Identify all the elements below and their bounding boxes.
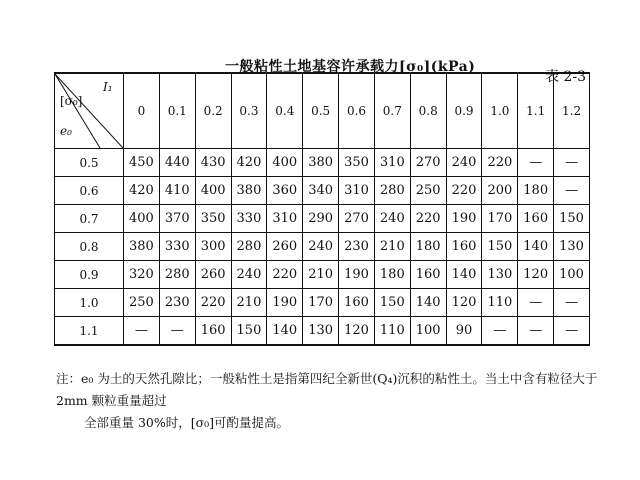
table-cell: 150 xyxy=(482,233,518,261)
table-cell: 350 xyxy=(339,149,375,177)
table-cell: 330 xyxy=(159,233,195,261)
table-cell: 130 xyxy=(554,233,590,261)
table-cell: 190 xyxy=(267,289,303,317)
header-row xyxy=(55,73,590,149)
row-label-e0: 0.5 xyxy=(55,149,124,177)
column-header: 0.7 xyxy=(374,73,410,149)
table-cell: 230 xyxy=(159,289,195,317)
table-cell: 200 xyxy=(482,177,518,205)
table-cell: 370 xyxy=(159,205,195,233)
table-cell: 450 xyxy=(124,149,160,177)
table-cell: — xyxy=(482,317,518,346)
table-cell: 220 xyxy=(482,149,518,177)
table-row xyxy=(55,177,590,205)
table-cell: 240 xyxy=(303,233,339,261)
table-cell: 220 xyxy=(410,205,446,233)
table-cell: 330 xyxy=(231,205,267,233)
table-row xyxy=(55,149,590,177)
table-cell: 170 xyxy=(482,205,518,233)
table-row xyxy=(55,205,590,233)
table-cell: 400 xyxy=(267,149,303,177)
table-cell: — xyxy=(554,177,590,205)
table-cell: 160 xyxy=(446,233,482,261)
table-cell: 380 xyxy=(303,149,339,177)
table-cell: 310 xyxy=(267,205,303,233)
column-header: 0.3 xyxy=(231,73,267,149)
table-cell: 250 xyxy=(124,289,160,317)
corner-il-label: I₁ xyxy=(103,80,113,94)
table-cell: 210 xyxy=(231,289,267,317)
table-number: 表 2-3 xyxy=(545,69,586,85)
table-cell: 240 xyxy=(446,149,482,177)
table-cell: 110 xyxy=(482,289,518,317)
table-cell: 130 xyxy=(303,317,339,346)
table-cell: — xyxy=(518,149,554,177)
corner-sigma-label: [σ₀] xyxy=(60,94,83,108)
row-label-e0: 1.1 xyxy=(55,317,124,346)
table-cell: 120 xyxy=(339,317,375,346)
table-cell: 220 xyxy=(446,177,482,205)
table-cell: 430 xyxy=(195,149,231,177)
table-cell: 280 xyxy=(231,233,267,261)
table-cell: 380 xyxy=(231,177,267,205)
column-header: 0.4 xyxy=(267,73,303,149)
table-cell: 180 xyxy=(410,233,446,261)
column-header: 1.0 xyxy=(482,73,518,149)
table-cell: 180 xyxy=(518,177,554,205)
column-header: 1.1 xyxy=(518,73,554,149)
table-cell: 120 xyxy=(446,289,482,317)
corner-cell xyxy=(55,73,124,149)
row-label-e0: 1.0 xyxy=(55,289,124,317)
table-cell: 260 xyxy=(195,261,231,289)
column-header: 0.9 xyxy=(446,73,482,149)
table-body xyxy=(55,149,590,346)
table-cell: 140 xyxy=(267,317,303,346)
table-cell: 170 xyxy=(303,289,339,317)
table-cell: 240 xyxy=(374,205,410,233)
table-cell: 340 xyxy=(303,177,339,205)
row-label-e0: 0.6 xyxy=(55,177,124,205)
note-line-1: 注：e₀ 为土的天然孔隙比；一般粘性土是指第四纪全新世(Q₄)沉积的粘性土。当土中含有粒径大于 2mm 颗粒重量超过 xyxy=(56,371,598,408)
table-cell: 90 xyxy=(446,317,482,346)
table-note xyxy=(56,368,616,434)
table-cell: 260 xyxy=(267,233,303,261)
table-cell: 160 xyxy=(518,205,554,233)
table-cell: 100 xyxy=(554,261,590,289)
table-cell: 150 xyxy=(374,289,410,317)
table-cell: 440 xyxy=(159,149,195,177)
table-cell: 290 xyxy=(303,205,339,233)
table-cell: 380 xyxy=(124,233,160,261)
table-row xyxy=(55,233,590,261)
table-cell: 320 xyxy=(124,261,160,289)
table-title: 一般粘性土地基容许承载力[σ₀](kPa) xyxy=(225,59,476,75)
column-header: 0.1 xyxy=(159,73,195,149)
table-cell: — xyxy=(554,317,590,346)
table-cell: 210 xyxy=(374,233,410,261)
table-cell: 420 xyxy=(231,149,267,177)
table-cell: 190 xyxy=(339,261,375,289)
row-label-e0: 0.8 xyxy=(55,233,124,261)
table-row xyxy=(55,289,590,317)
table-cell: 270 xyxy=(339,205,375,233)
table-cell: 240 xyxy=(231,261,267,289)
table-cell: 150 xyxy=(554,205,590,233)
table-cell: 160 xyxy=(410,261,446,289)
table-cell: 400 xyxy=(124,205,160,233)
table-cell: — xyxy=(159,317,195,346)
table-cell: 310 xyxy=(339,177,375,205)
bearing-capacity-table xyxy=(54,72,590,346)
table-cell: 160 xyxy=(195,317,231,346)
table-cell: 120 xyxy=(518,261,554,289)
table-cell: 140 xyxy=(446,261,482,289)
table-cell: 400 xyxy=(195,177,231,205)
note-line-2: 全部重量 30%时，[σ₀]可酌量提高。 xyxy=(84,415,290,430)
table-cell: — xyxy=(554,149,590,177)
table-cell: — xyxy=(518,289,554,317)
table-cell: 310 xyxy=(374,149,410,177)
table-cell: 230 xyxy=(339,233,375,261)
column-header: 0 xyxy=(124,73,160,149)
table-cell: 210 xyxy=(303,261,339,289)
table-cell: 280 xyxy=(374,177,410,205)
column-header: 1.2 xyxy=(554,73,590,149)
table-cell: 360 xyxy=(267,177,303,205)
table-cell: — xyxy=(554,289,590,317)
table-cell: 250 xyxy=(410,177,446,205)
row-label-e0: 0.7 xyxy=(55,205,124,233)
table-cell: 280 xyxy=(159,261,195,289)
table-row xyxy=(55,317,590,346)
table-cell: 100 xyxy=(410,317,446,346)
table-cell: 150 xyxy=(231,317,267,346)
table-cell: — xyxy=(124,317,160,346)
table-cell: 160 xyxy=(339,289,375,317)
column-header: 0.2 xyxy=(195,73,231,149)
corner-e0-label: e₀ xyxy=(60,124,72,138)
table-cell: 180 xyxy=(374,261,410,289)
table-cell: 140 xyxy=(518,233,554,261)
column-header: 0.6 xyxy=(339,73,375,149)
table-cell: 130 xyxy=(482,261,518,289)
table-cell: 220 xyxy=(195,289,231,317)
table-cell: 350 xyxy=(195,205,231,233)
table-cell: 420 xyxy=(124,177,160,205)
table-cell: 110 xyxy=(374,317,410,346)
table-cell: 300 xyxy=(195,233,231,261)
table-cell: 220 xyxy=(267,261,303,289)
table-row xyxy=(55,261,590,289)
column-header: 0.8 xyxy=(410,73,446,149)
row-label-e0: 0.9 xyxy=(55,261,124,289)
table-cell: 410 xyxy=(159,177,195,205)
column-header: 0.5 xyxy=(303,73,339,149)
table-cell: 270 xyxy=(410,149,446,177)
table-cell: — xyxy=(518,317,554,346)
table-cell: 140 xyxy=(410,289,446,317)
table-cell: 190 xyxy=(446,205,482,233)
